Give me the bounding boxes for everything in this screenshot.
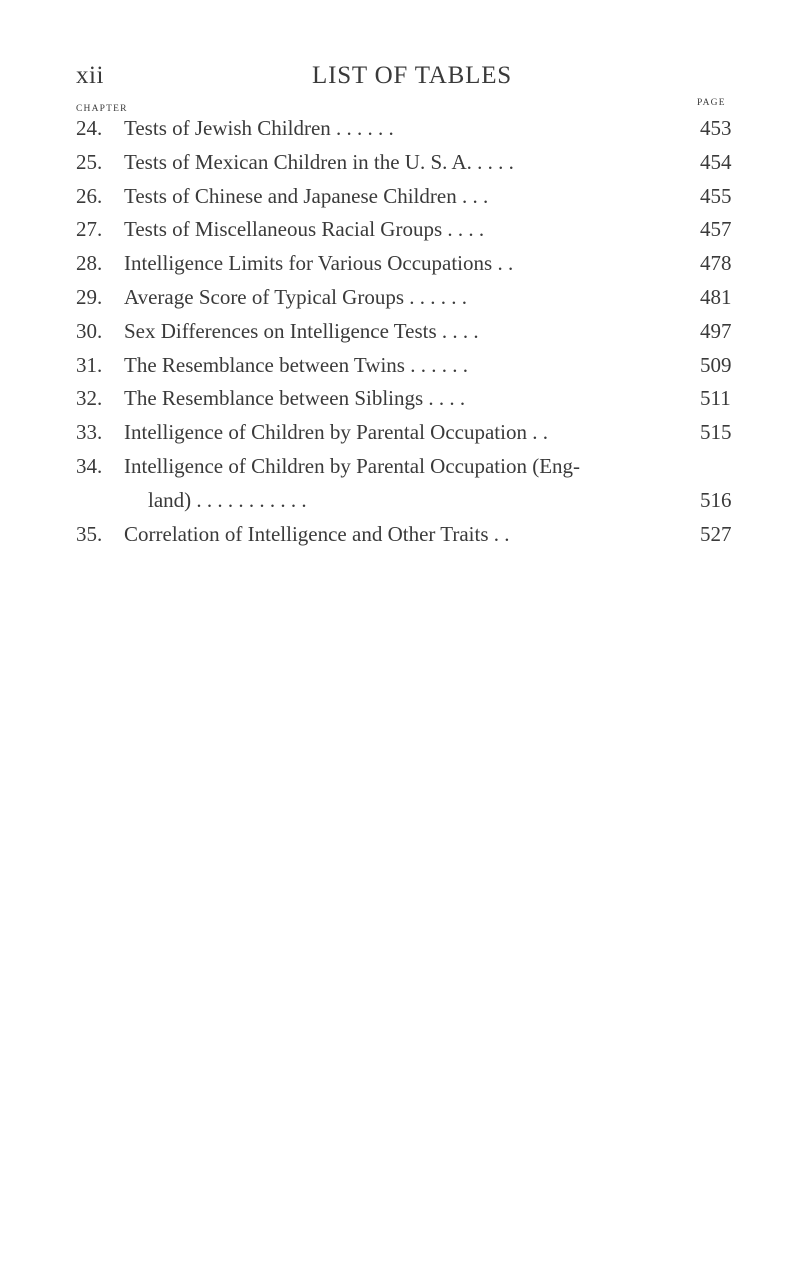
list-item: [0, 416, 800, 450]
entry-page: 527: [700, 521, 732, 546]
entry-title: The Resemblance between Twins: [124, 352, 405, 377]
entry-page: 511: [700, 386, 731, 411]
entry-number: 30.: [76, 318, 103, 343]
entry-page: 515: [700, 420, 732, 445]
dot-leader: . . .: [461, 183, 489, 208]
entry-title-line: [124, 382, 465, 416]
entry-page: 478: [700, 251, 732, 276]
entry-title-line: [124, 247, 513, 281]
entry-title: The Resemblance between Siblings: [124, 386, 424, 411]
entry-title-line: [124, 315, 479, 349]
entry-number: 25.: [76, 149, 103, 174]
dot-leader: . . . . . .: [336, 116, 394, 140]
table-list: [0, 112, 800, 551]
entry-page: 516: [700, 487, 732, 512]
entry-title: Intelligence of Children by Parental Occupation: [124, 420, 527, 445]
entry-page: 509: [700, 352, 732, 377]
entry-number: 26.: [76, 183, 103, 208]
list-item: [0, 146, 800, 180]
dot-leader: . . . .: [441, 318, 479, 343]
entry-title-line: [124, 281, 467, 315]
entry-number: 35.: [76, 521, 103, 546]
dot-leader: . . . . . .: [410, 352, 468, 377]
entry-title-line: [124, 180, 488, 214]
dot-leader: . . . .: [428, 386, 466, 411]
page-column-label: PAGE: [697, 98, 726, 108]
dot-leader: . .: [532, 420, 548, 445]
list-item: [0, 247, 800, 281]
entry-title-line: [148, 484, 307, 518]
page-folio: xii: [76, 62, 104, 89]
list-item: [0, 382, 800, 416]
list-item: [0, 315, 800, 349]
dot-leader: . .: [493, 521, 510, 546]
entry-title: Tests of Mexican Children in the U. S. A.: [124, 149, 472, 174]
dot-leader: . . . .: [477, 149, 514, 174]
list-item: [0, 349, 800, 383]
entry-number: 34.: [76, 453, 103, 478]
list-item: [0, 281, 800, 315]
entry-number: 27.: [76, 217, 103, 242]
entry-title: Tests of Chinese and Japanese Children: [124, 183, 457, 208]
dot-leader: . . . .: [447, 217, 485, 242]
chapter-column-label: CHAPTER: [76, 104, 128, 114]
entry-title-line: [124, 349, 468, 383]
entry-title-line: [124, 416, 548, 450]
entry-title: Sex Differences on Intelligence Tests: [124, 318, 437, 343]
entry-title: Correlation of Intelligence and Other Traits: [124, 521, 489, 546]
list-item: [0, 213, 800, 247]
running-title: LIST OF TABLES: [312, 62, 512, 89]
entry-page: 457: [700, 217, 732, 242]
entry-title-line: [124, 146, 514, 180]
entry-page: 454: [700, 149, 732, 174]
list-item: [0, 112, 800, 146]
list-item: [0, 180, 800, 214]
entry-number: 31.: [76, 352, 103, 377]
entry-number: 29.: [76, 284, 103, 309]
list-item: [0, 518, 800, 552]
entry-page: 453: [700, 116, 732, 140]
entry-title-line: [124, 213, 484, 247]
list-item: [0, 450, 800, 518]
entry-title: Tests of Miscellaneous Racial Groups: [124, 217, 443, 242]
entry-title-line: [124, 112, 394, 146]
entry-title-continuation: land): [148, 487, 192, 512]
entry-number: 33.: [76, 420, 103, 445]
dot-leader: . . . . . .: [409, 284, 467, 309]
entry-number: 24.: [76, 116, 103, 140]
dot-leader: . . . . . . . . . . .: [196, 487, 307, 512]
entry-page: 497: [700, 318, 732, 343]
entry-title: Intelligence Limits for Various Occupations: [124, 251, 493, 276]
entry-page: 455: [700, 183, 732, 208]
entry-page: 481: [700, 284, 732, 309]
entry-title: Tests of Jewish Children: [124, 116, 331, 140]
entry-title: Average Score of Typical Groups: [124, 284, 404, 309]
entry-title-line: [124, 518, 510, 552]
entry-number: 28.: [76, 251, 103, 276]
entry-number: 32.: [76, 386, 103, 411]
entry-title: Intelligence of Children by Parental Occupation (Eng-: [124, 453, 581, 478]
dot-leader: . .: [497, 251, 514, 276]
